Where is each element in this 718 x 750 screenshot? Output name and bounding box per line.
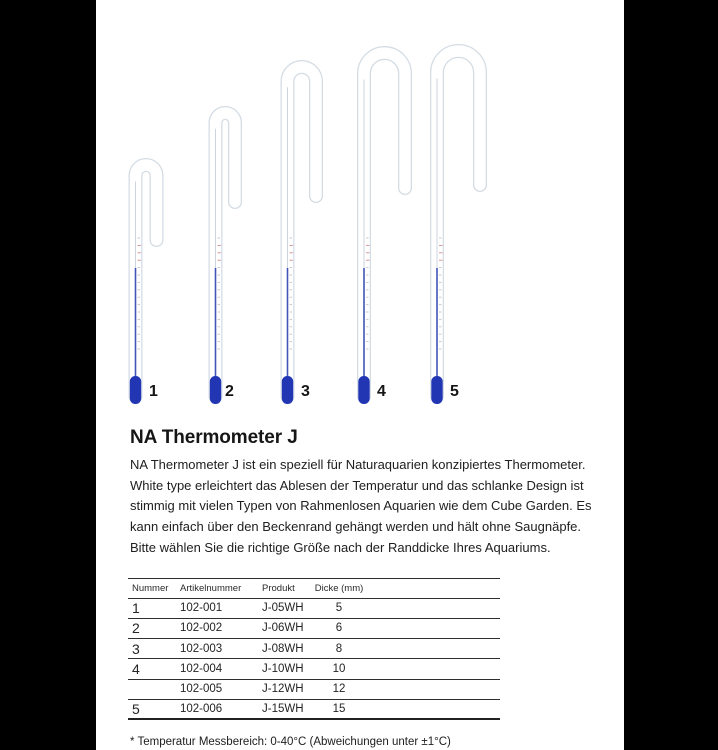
specification-table bbox=[128, 578, 500, 720]
table-cell: J-15WH bbox=[262, 703, 304, 716]
table-row bbox=[128, 680, 500, 700]
header-dicke: Dicke (mm) bbox=[314, 582, 364, 594]
description-line: NA Thermometer J ist ein speziell für Naturaquarien konzipiertes Thermometer. bbox=[130, 457, 586, 472]
description-line: stimmig mit vielen Typen von Rahmenlosen Aquarien wie dem Cube Garden. Es bbox=[130, 498, 592, 514]
table-cell: 102-003 bbox=[180, 642, 223, 655]
thermometer-5 bbox=[431, 51, 480, 404]
thermometer-label-1: 1 bbox=[149, 383, 158, 400]
table-cell: 15 bbox=[332, 703, 346, 716]
thermometer-tip bbox=[431, 376, 442, 404]
thermometer-3 bbox=[282, 67, 316, 404]
header-produkt: Produkt bbox=[262, 582, 295, 594]
table-cell: J-06WH bbox=[262, 622, 304, 635]
page-title: NA Thermometer J bbox=[130, 427, 298, 448]
table-row bbox=[128, 659, 500, 679]
table-cell: 6 bbox=[335, 622, 343, 635]
description-line: White type erleichtert das Ablesen der Temperatur und das schlanke Design ist bbox=[130, 477, 584, 493]
table-cell: 1 bbox=[132, 600, 140, 617]
table-cell: 2 bbox=[132, 620, 140, 637]
table-cell: 5 bbox=[132, 701, 140, 718]
thermometer-4 bbox=[358, 53, 405, 404]
thermometer-label-5: 5 bbox=[450, 383, 459, 400]
table-cell: 12 bbox=[332, 683, 346, 696]
table-row bbox=[128, 639, 500, 659]
table-cell: 102-004 bbox=[180, 663, 223, 676]
table-cell: 102-001 bbox=[180, 602, 223, 615]
table-cell: 4 bbox=[132, 661, 140, 678]
product-description bbox=[130, 455, 592, 559]
table-cell: 8 bbox=[335, 642, 343, 655]
header-artikelnummer: Artikelnummer bbox=[180, 582, 242, 594]
thermometer-label-4: 4 bbox=[377, 383, 386, 400]
table-cell: J-08WH bbox=[262, 642, 304, 655]
table-cell: J-12WH bbox=[262, 683, 304, 696]
table-cell: 10 bbox=[332, 663, 346, 676]
thermometer-size-comparison-figure bbox=[96, 0, 624, 420]
product-page bbox=[96, 0, 624, 750]
table-cell: 102-006 bbox=[180, 703, 223, 716]
table-row bbox=[128, 619, 500, 639]
thermometer-tip bbox=[130, 376, 141, 404]
table-cell: 102-002 bbox=[180, 622, 223, 635]
thermometer-tip bbox=[210, 376, 221, 404]
table-cell: 102-005 bbox=[180, 683, 223, 696]
description-line: kann einfach über den Beckenrand gehängt werden und hält ohne Saugnäpfe. bbox=[130, 519, 582, 535]
table-cell: 3 bbox=[132, 640, 140, 657]
table-cell: J-05WH bbox=[262, 602, 304, 615]
thermometer-tip bbox=[282, 376, 293, 404]
description-line: Bitte wählen Sie die richtige Größe nach der Randdicke Ihres Aquariums. bbox=[130, 539, 551, 555]
table-row bbox=[128, 599, 500, 619]
thermometer-tip bbox=[358, 376, 369, 404]
table-cell: 5 bbox=[335, 602, 343, 615]
thermometer-2 bbox=[210, 113, 235, 404]
table-header-row bbox=[128, 579, 500, 599]
table-row bbox=[128, 700, 500, 720]
thermometer-1 bbox=[130, 165, 157, 404]
temperature-range-footnote: * Temperatur Messbereich: 0-40°C (Abweichungen unter ±1°C) bbox=[130, 736, 451, 748]
header-nummer: Nummer bbox=[132, 582, 169, 594]
table-cell: J-10WH bbox=[262, 663, 304, 676]
thermometer-label-3: 3 bbox=[301, 383, 310, 400]
thermometer-label-2: 2 bbox=[225, 383, 234, 400]
